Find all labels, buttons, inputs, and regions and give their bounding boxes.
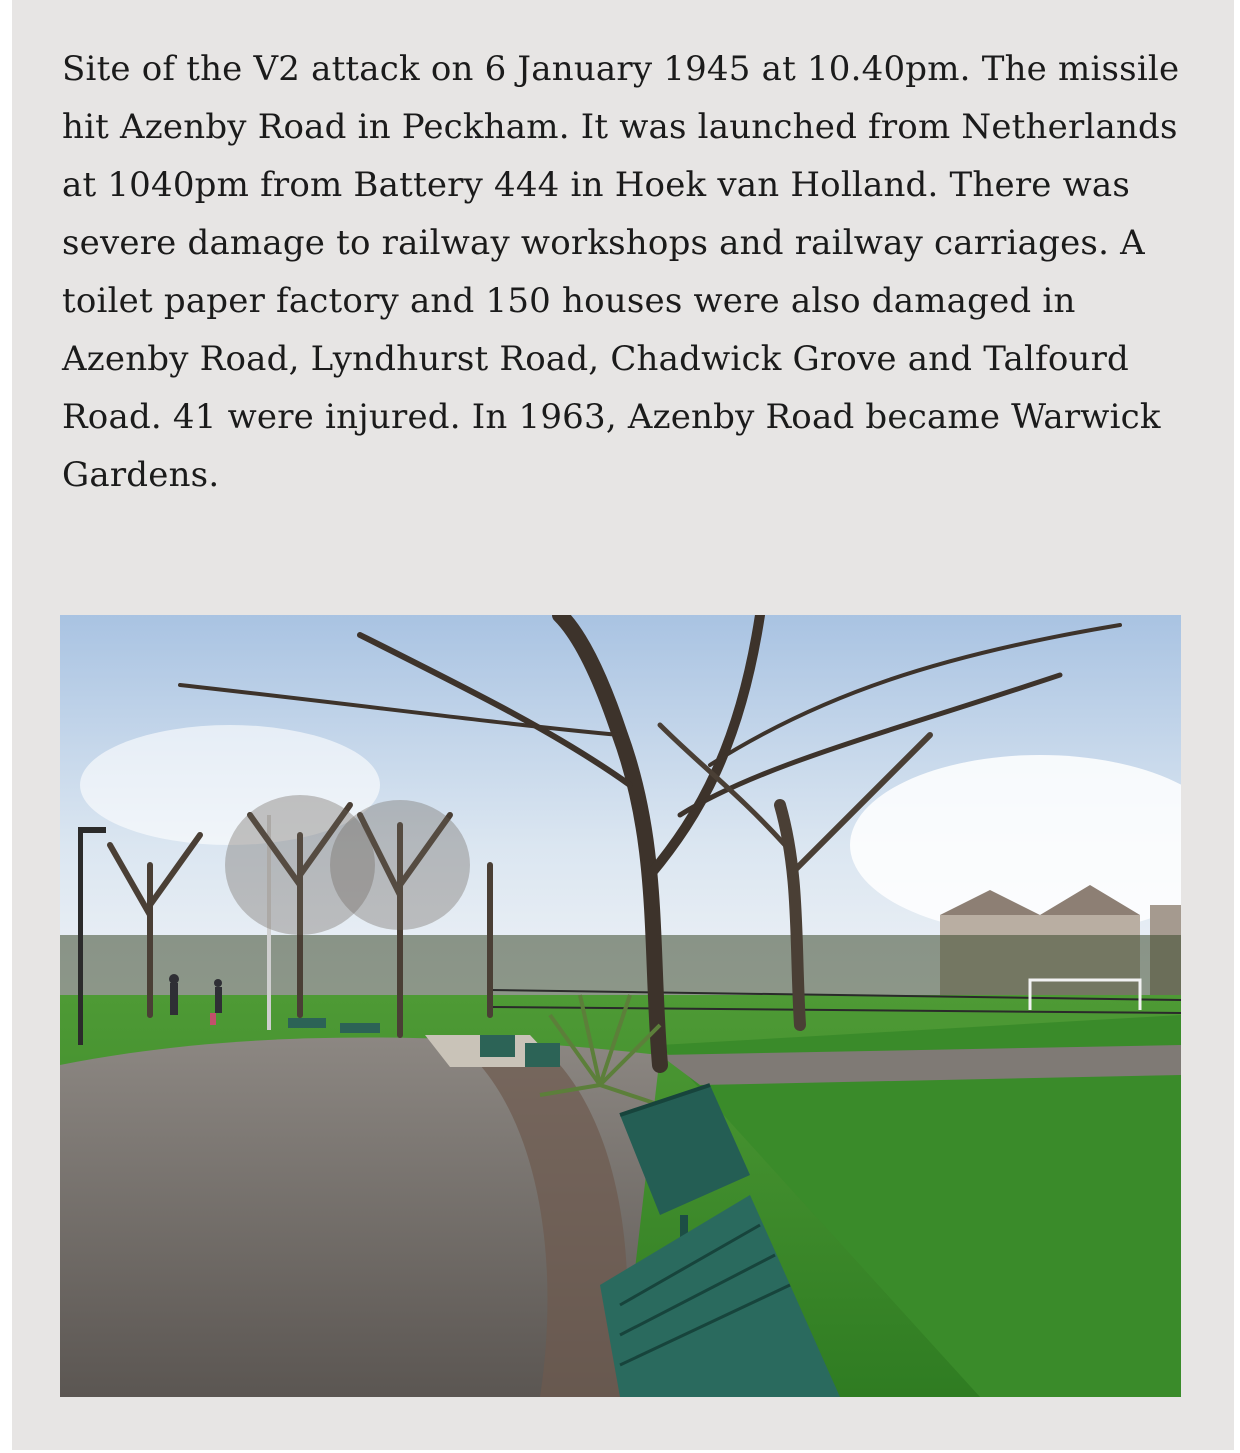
park-photo: [60, 615, 1181, 1397]
tree-canopy: [330, 800, 470, 930]
caption-panel: [12, 0, 1234, 1450]
tree-line: [60, 935, 1181, 1005]
caption-text: Site of the V2 attack on 6 January 1945 at 10.40pm. The missile hit Azenby Road in Peckham. It was launched from Netherlands at 1040pm from Battery 444 in Hoek van Holland. There was severe damage to railway workshops and railway carriages. A toilet paper factory and 150 houses were also damaged in Azenby Road, Lyndhurst Road, Chadwick Grove and Talfourd Road. 41 were injured. In 1963, Azenby Road became Warwick Gardens.: [62, 49, 1180, 495]
